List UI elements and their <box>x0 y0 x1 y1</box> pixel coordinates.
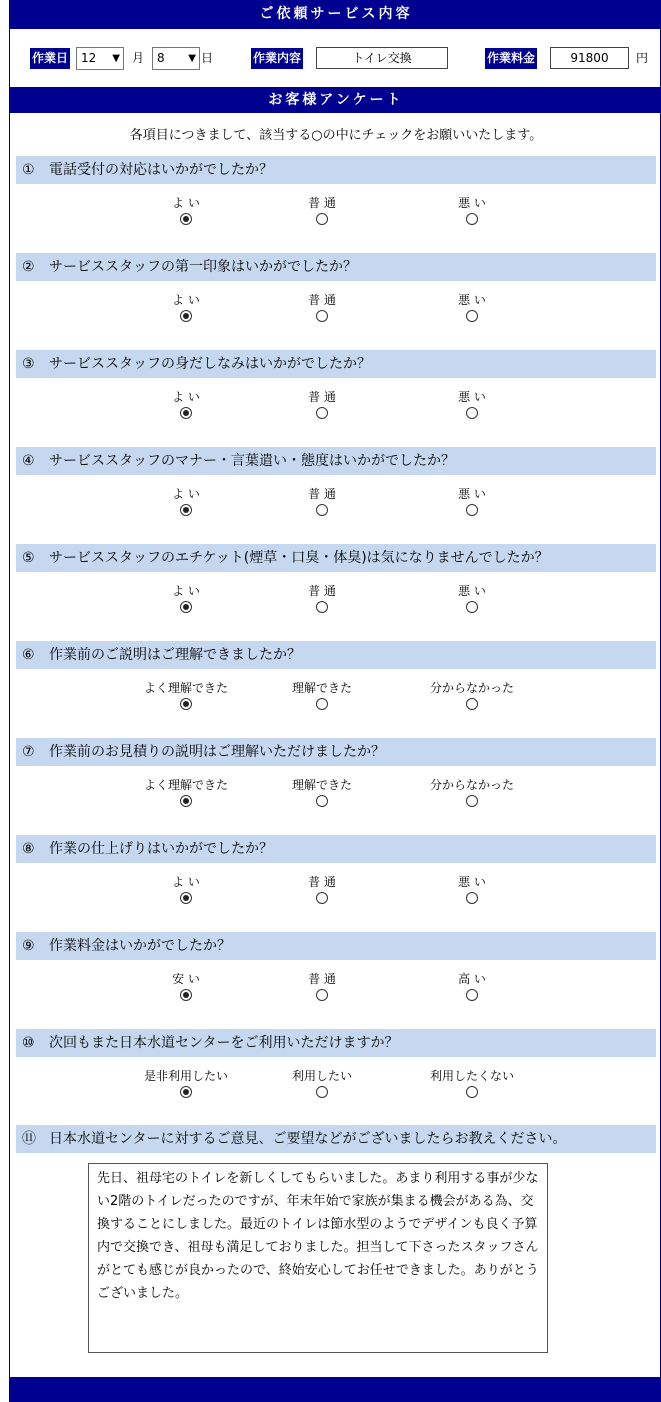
radio-button[interactable] <box>466 407 478 419</box>
question-9-option-2[interactable] <box>267 972 377 1001</box>
work-date-label: 作業日 <box>30 48 70 69</box>
footer-bar <box>10 1377 661 1402</box>
month-unit: 月 <box>132 51 145 65</box>
question-6-option-2[interactable] <box>267 681 377 710</box>
question-number: ⑤ <box>22 550 35 566</box>
question-text: 作業の仕上げりはいかがでしたか？ <box>49 841 273 857</box>
work-fee-field[interactable]: 91800 <box>550 47 629 69</box>
radio-button[interactable] <box>180 407 192 419</box>
comment-textarea[interactable]: 先日、祖母宅のトイレを新しくしてもらいました。あまり利用する事が少ない2階のトイレだったのですが、年末年始で家族が集まる機会がある為、交換することにしました。最近のトイレは節水型のようでデザインも良く予算内で交換でき、祖母も満足しておりました。担当して下さったスタッフさんがとても感じが良かったので、終始安心してお任せできました。ありがとうございました。 <box>88 1163 548 1353</box>
question-number: ⑥ <box>22 647 35 663</box>
question-9-option-1[interactable] <box>131 972 241 1001</box>
option-label: よく理解できた <box>143 681 228 695</box>
day-select[interactable] <box>152 47 200 70</box>
question-6-option-3[interactable] <box>417 681 527 710</box>
question-6-option-1[interactable] <box>131 681 241 710</box>
option-label: 理解できた <box>291 681 352 695</box>
question-1-option-2[interactable] <box>267 196 377 225</box>
radio-button[interactable] <box>466 795 478 807</box>
radio-button[interactable] <box>180 892 192 904</box>
option-label: 普 通 <box>308 196 336 210</box>
radio-button[interactable] <box>466 601 478 613</box>
question-8-option-1[interactable] <box>131 875 241 904</box>
radio-button[interactable] <box>316 989 328 1001</box>
question-text: 作業前のお見積りの説明はご理解いただけましたか？ <box>49 744 385 760</box>
question-6-header <box>16 641 656 669</box>
question-2-option-1[interactable] <box>131 293 241 322</box>
question-text: サービススタッフのマナー・言葉遣い・態度はいかがでしたか？ <box>49 453 455 469</box>
question-3-option-1[interactable] <box>131 390 241 419</box>
radio-button[interactable] <box>316 601 328 613</box>
option-label: よ い <box>172 584 200 598</box>
radio-button[interactable] <box>180 601 192 613</box>
question-text: サービススタッフのエチケット(煙草・口臭・体臭)は気になりませんでしたか？ <box>49 550 549 566</box>
question-5-header <box>16 544 656 572</box>
month-value: 12 <box>81 51 97 65</box>
chevron-down-icon: ▼ <box>112 53 120 64</box>
question-2-header <box>16 253 656 281</box>
option-label: よく理解できた <box>143 778 228 792</box>
option-label: よ い <box>172 390 200 404</box>
option-label: 普 通 <box>308 584 336 598</box>
work-content-field[interactable]: トイレ交換 <box>316 47 448 69</box>
question-text: 作業前のご説明はご理解できましたか？ <box>49 647 301 663</box>
question-text: サービススタッフの身だしなみはいかがでしたか？ <box>49 356 371 372</box>
question-8-option-2[interactable] <box>267 875 377 904</box>
option-label: よ い <box>172 196 200 210</box>
question-3-option-3[interactable] <box>417 390 527 419</box>
question-5-option-1[interactable] <box>131 584 241 613</box>
option-label: 利用したくない <box>429 1069 514 1083</box>
question-2-option-3[interactable] <box>417 293 527 322</box>
question-number: ⑧ <box>22 841 35 857</box>
question-number: ⑩ <box>22 1035 35 1051</box>
question-2-option-2[interactable] <box>267 293 377 322</box>
radio-button[interactable] <box>466 504 478 516</box>
question-10-option-1[interactable] <box>131 1069 241 1098</box>
question-text: 電話受付の対応はいかがでしたか？ <box>49 162 273 178</box>
question-7-option-1[interactable] <box>131 778 241 807</box>
question-text: 次回もまた日本水道センターをご利用いただけますか？ <box>49 1035 399 1051</box>
question-7-option-3[interactable] <box>417 778 527 807</box>
question-7-option-2[interactable] <box>267 778 377 807</box>
question-4-option-2[interactable] <box>267 487 377 516</box>
option-label: 理解できた <box>291 778 352 792</box>
question-number: ⑨ <box>22 938 35 954</box>
question-number: ② <box>22 259 35 275</box>
radio-button[interactable] <box>316 213 328 225</box>
question-number: ④ <box>22 453 35 469</box>
question-1-option-3[interactable] <box>417 196 527 225</box>
option-label: 悪 い <box>458 584 486 598</box>
service-details-header: ご依頼サービス内容 <box>10 0 661 29</box>
survey-page <box>9 0 661 1402</box>
radio-button[interactable] <box>180 310 192 322</box>
question-text: サービススタッフの第一印象はいかがでしたか？ <box>49 259 357 275</box>
question-5-option-2[interactable] <box>267 584 377 613</box>
question-text: 作業料金はいかがでしたか？ <box>49 938 231 954</box>
option-label: よ い <box>172 875 200 889</box>
radio-button[interactable] <box>316 795 328 807</box>
radio-button[interactable] <box>180 795 192 807</box>
option-label: よ い <box>172 293 200 307</box>
option-label: 悪 い <box>458 196 486 210</box>
option-label: 悪 い <box>458 390 486 404</box>
question-4-option-1[interactable] <box>131 487 241 516</box>
radio-button[interactable] <box>180 504 192 516</box>
radio-button[interactable] <box>466 310 478 322</box>
question-number: ① <box>22 162 35 178</box>
option-label: 分からなかった <box>429 681 514 695</box>
radio-button[interactable] <box>466 213 478 225</box>
radio-button[interactable] <box>316 698 328 710</box>
option-label: 普 通 <box>308 390 336 404</box>
radio-button[interactable] <box>180 989 192 1001</box>
radio-button[interactable] <box>466 989 478 1001</box>
option-label: 利用したい <box>291 1069 352 1083</box>
question-number: ⑪ <box>22 1131 36 1147</box>
radio-button[interactable] <box>180 213 192 225</box>
question-8-header <box>16 835 656 863</box>
option-label: 悪 い <box>458 875 486 889</box>
question-4-header <box>16 447 656 475</box>
option-label: 普 通 <box>308 875 336 889</box>
chevron-down-icon: ▼ <box>188 53 196 64</box>
radio-button[interactable] <box>316 892 328 904</box>
radio-button[interactable] <box>316 407 328 419</box>
radio-button[interactable] <box>316 504 328 516</box>
question-1-option-1[interactable] <box>131 196 241 225</box>
question-text: 日本水道センターに対するご意見、ご要望などがございましたらお教えください。 <box>49 1131 567 1147</box>
option-label: 安 い <box>172 972 200 986</box>
option-label: 高 い <box>458 972 486 986</box>
fee-unit: 円 <box>636 51 649 65</box>
question-5-option-3[interactable] <box>417 584 527 613</box>
option-label: 是非利用したい <box>143 1069 228 1083</box>
work-content-label: 作業内容 <box>251 48 303 69</box>
question-4-option-3[interactable] <box>417 487 527 516</box>
radio-button[interactable] <box>466 892 478 904</box>
radio-button[interactable] <box>316 310 328 322</box>
question-3-header <box>16 350 656 378</box>
option-label: 普 通 <box>308 487 336 501</box>
option-label: 悪 い <box>458 293 486 307</box>
question-number: ③ <box>22 356 35 372</box>
option-label: 分からなかった <box>429 778 514 792</box>
question-number: ⑦ <box>22 744 35 760</box>
day-unit: 日 <box>201 51 214 65</box>
radio-button[interactable] <box>316 1086 328 1098</box>
work-fee-label: 作業料金 <box>485 48 537 69</box>
question-11-header <box>16 1125 656 1153</box>
survey-instructions: 各項目につきまして、該当する○の中にチェックをお願いいたします。 <box>129 128 543 143</box>
option-label: 普 通 <box>308 972 336 986</box>
day-value: 8 <box>157 51 165 65</box>
work-details-row <box>10 29 661 87</box>
question-10-option-3[interactable] <box>417 1069 527 1098</box>
question-10-header <box>16 1029 656 1057</box>
question-1-header <box>16 156 656 184</box>
question-10-option-2[interactable] <box>267 1069 377 1098</box>
month-select[interactable] <box>76 47 124 70</box>
radio-button[interactable] <box>180 1086 192 1098</box>
survey-header: お客様アンケート <box>10 87 661 113</box>
question-8-option-3[interactable] <box>417 875 527 904</box>
option-label: 普 通 <box>308 293 336 307</box>
question-9-header <box>16 932 656 960</box>
question-7-header <box>16 738 656 766</box>
option-label: よ い <box>172 487 200 501</box>
option-label: 悪 い <box>458 487 486 501</box>
radio-button[interactable] <box>466 1086 478 1098</box>
radio-button[interactable] <box>466 698 478 710</box>
question-9-option-3[interactable] <box>417 972 527 1001</box>
radio-button[interactable] <box>180 698 192 710</box>
question-3-option-2[interactable] <box>267 390 377 419</box>
